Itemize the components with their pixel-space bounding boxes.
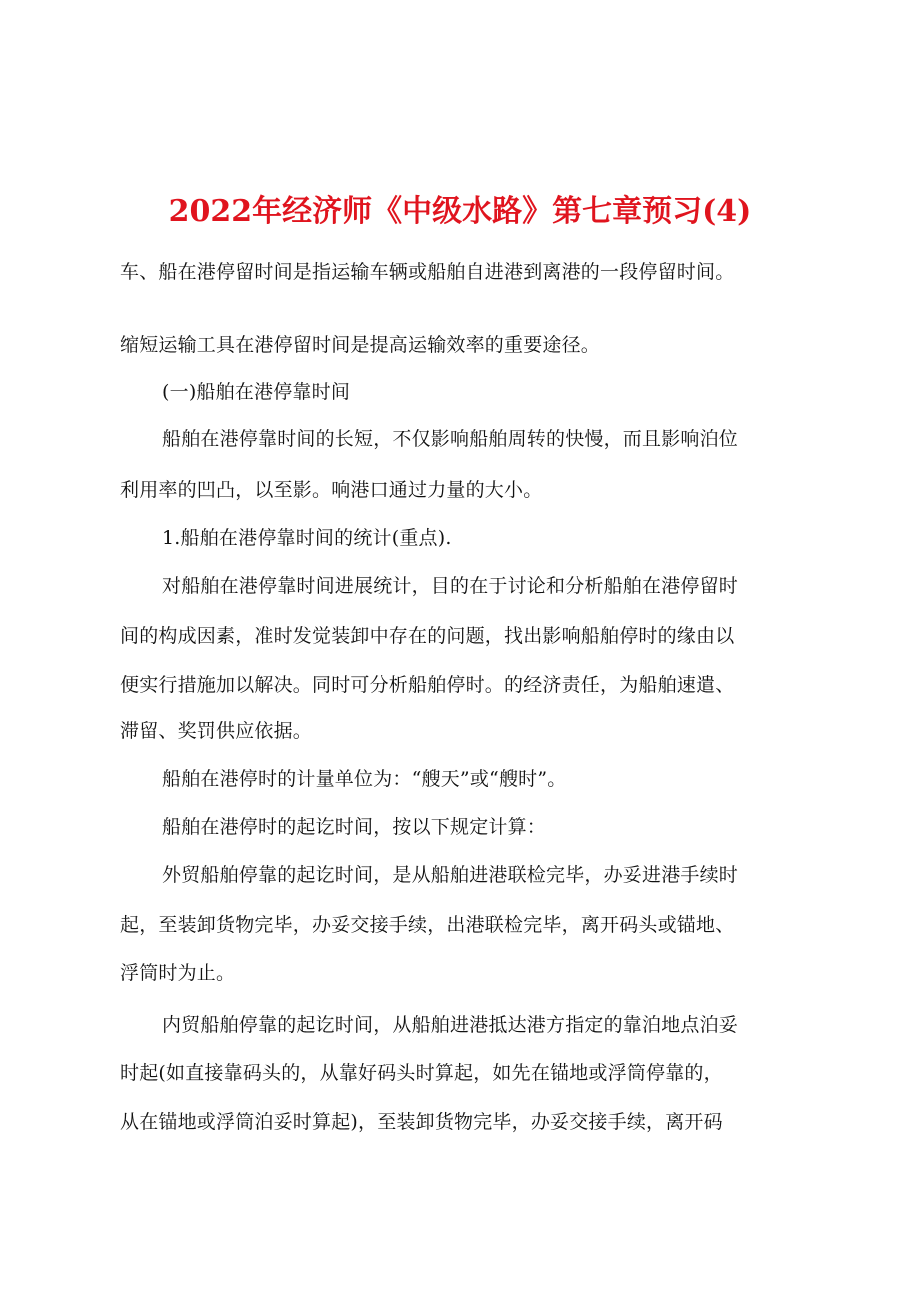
paragraph-line: 从在锚地或浮筒泊妥时算起)，至装卸货物完毕，办妥交接手续，离开码 <box>120 1111 723 1133</box>
section-heading: (一)船舶在港停靠时间 <box>162 381 351 403</box>
paragraph-line: 船舶在港停时的计量单位为：“艘天”或“艘时”。 <box>162 768 567 790</box>
document-title: 2022年经济师《中级水路》第七章预习(4) <box>168 194 752 229</box>
paragraph-line: 外贸船舶停靠的起讫时间，是从船舶进港联检完毕，办妥进港手续时 <box>162 864 739 886</box>
paragraph-line: 利用率的凹凸，以至影。响港口通过力量的大小。 <box>120 479 543 501</box>
paragraph-line: 便实行措施加以解决。同时可分析船舶停时。的经济责任，为船舶速遣、 <box>120 674 735 696</box>
subsection-heading: 1.船舶在港停靠时间的统计(重点). <box>162 527 452 549</box>
paragraph-line: 车、船在港停留时间是指运输车辆或船舶自进港到离港的一段停留时间。 <box>120 261 735 283</box>
paragraph-line: 内贸船舶停靠的起讫时间，从船舶进港抵达港方指定的靠泊地点泊妥 <box>162 1014 739 1036</box>
paragraph-line: 缩短运输工具在港停留时间是提高运输效率的重要途径。 <box>120 334 601 356</box>
paragraph-line: 浮筒时为止。 <box>120 962 236 984</box>
paragraph-line: 船舶在港停时的起讫时间，按以下规定计算： <box>162 816 547 838</box>
paragraph-line: 间的构成因素，准时发觉装卸中存在的问题，找出影响船舶停时的缘由以 <box>120 625 735 647</box>
paragraph-line: 船舶在港停靠时间的长短，不仅影响船舶周转的快慢，而且影响泊位 <box>162 428 739 450</box>
paragraph-line: 起，至装卸货物完毕，办妥交接手续，出港联检完毕，离开码头或锚地、 <box>120 914 735 936</box>
paragraph-line: 滞留、奖罚供应依据。 <box>120 720 313 742</box>
paragraph-line: 对船舶在港停靠时间进展统计，目的在于讨论和分析船舶在港停留时 <box>162 575 739 597</box>
paragraph-line: 时起(如直接靠码头的，从靠好码头时算起，如先在锚地或浮筒停靠的， <box>120 1062 723 1084</box>
